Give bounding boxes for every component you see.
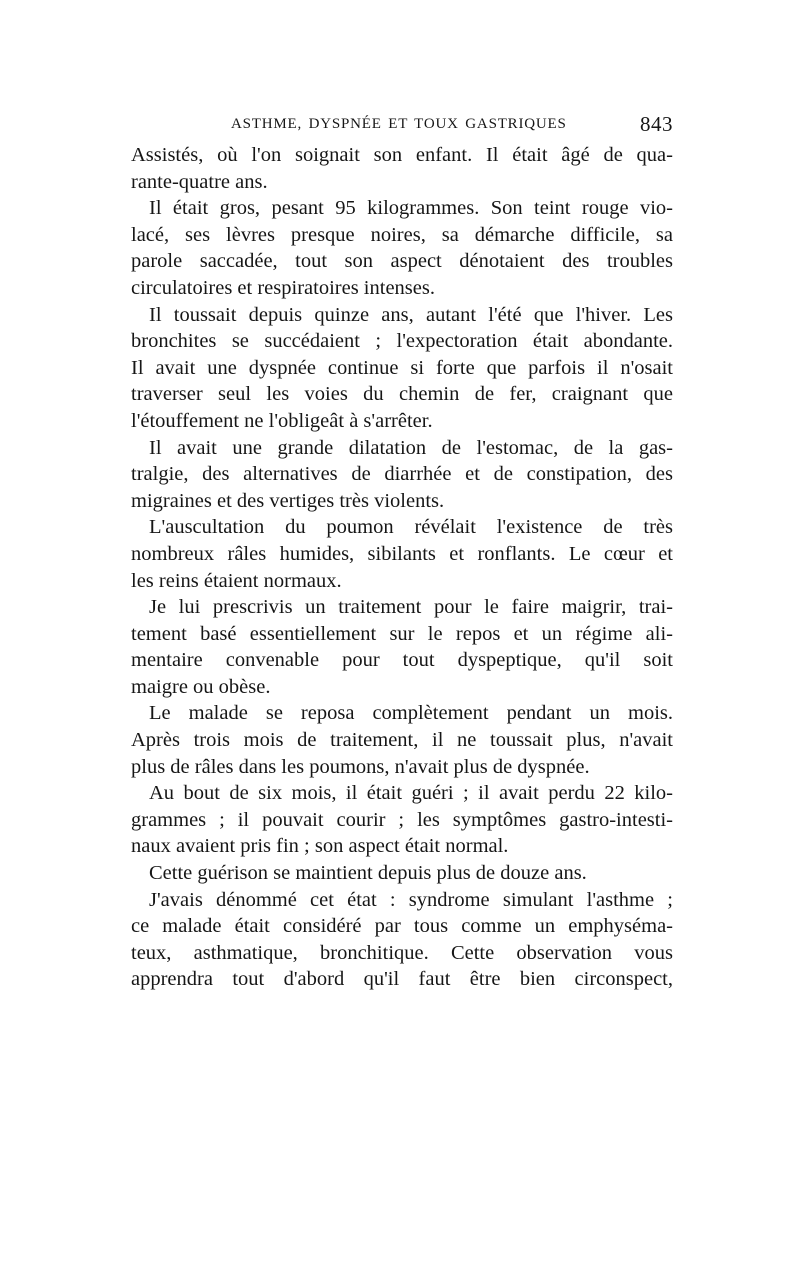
text-line: Il toussait depuis quinze ans, autant l'été que l'hiver. Les — [149, 303, 673, 326]
book-page — [131, 112, 673, 993]
text-line: J'avais dénommé cet état : syndrome simulant l'asthme ; — [149, 888, 673, 911]
paragraph — [131, 302, 673, 435]
text-line: bronchites se succédaient ; l'expectoration était abondante. — [131, 330, 673, 353]
paragraph — [131, 700, 673, 780]
text-line: nombreux râles humides, sibilants et ronflants. Le cœur et — [131, 542, 673, 565]
paragraph — [131, 887, 673, 993]
text-line: maigre ou obèse. — [131, 675, 271, 698]
text-line: Au bout de six mois, il était guéri ; il avait perdu 22 kilo- — [149, 782, 673, 805]
text-line: parole saccadée, tout son aspect dénotaient des troubles — [131, 250, 673, 273]
text-line: l'étouffement ne l'obligeât à s'arrêter. — [131, 409, 433, 432]
text-line: grammes ; il pouvait courir ; les symptômes gastro-intesti- — [131, 808, 673, 831]
running-title: ASTHME, DYSPNÉE ET TOUX GASTRIQUES — [231, 116, 567, 132]
text-line: Il était gros, pesant 95 kilogrammes. Son teint rouge vio- — [149, 197, 673, 220]
text-line: lacé, ses lèvres presque noires, sa démarche difficile, sa — [131, 223, 673, 246]
text-line: tement basé essentiellement sur le repos et un régime ali- — [131, 622, 673, 645]
text-line: mentaire convenable pour tout dyspeptique, qu'il soit — [131, 649, 673, 672]
paragraph — [131, 514, 673, 594]
text-line: rante-quatre ans. — [131, 170, 268, 193]
paragraph — [131, 142, 673, 195]
paragraph — [131, 780, 673, 860]
text-line: naux avaient pris fin ; son aspect était normal. — [131, 835, 509, 858]
text-line: ce malade était considéré par tous comme un emphyséma- — [131, 915, 673, 938]
paragraph — [131, 195, 673, 301]
text-line: les reins étaient normaux. — [131, 569, 342, 592]
text-line: traverser seul les voies du chemin de fer, craignant que — [131, 383, 673, 406]
text-line: L'auscultation du poumon révélait l'existence de très — [149, 516, 673, 539]
running-header — [131, 112, 673, 142]
text-line: migraines et des vertiges très violents. — [131, 489, 445, 512]
body-text — [131, 142, 673, 993]
paragraph — [131, 860, 673, 887]
text-line: circulatoires et respiratoires intenses. — [131, 276, 435, 299]
text-line: Assistés, où l'on soignait son enfant. Il était âgé de qua- — [131, 144, 673, 166]
page-number: 843 — [640, 112, 673, 136]
paragraph — [131, 594, 673, 700]
text-line: Il avait une dyspnée continue si forte que parfois il n'osait — [131, 356, 673, 379]
text-line: Cette guérison se maintient depuis plus de douze ans. — [149, 862, 587, 885]
text-line: apprendra tout d'abord qu'il faut être bien circonspect, — [131, 968, 673, 991]
text-line: teux, asthmatique, bronchitique. Cette observation vous — [131, 941, 673, 964]
text-line: Le malade se reposa complètement pendant un mois. — [149, 702, 673, 725]
text-line: Après trois mois de traitement, il ne toussait plus, n'avait — [131, 729, 673, 752]
text-line: plus de râles dans les poumons, n'avait plus de dyspnée. — [131, 755, 590, 778]
text-line: Je lui prescrivis un traitement pour le faire maigrir, trai- — [149, 596, 673, 619]
paragraph — [131, 435, 673, 515]
text-line: tralgie, des alternatives de diarrhée et de constipation, des — [131, 463, 673, 486]
text-line: Il avait une grande dilatation de l'estomac, de la gas- — [149, 436, 673, 459]
